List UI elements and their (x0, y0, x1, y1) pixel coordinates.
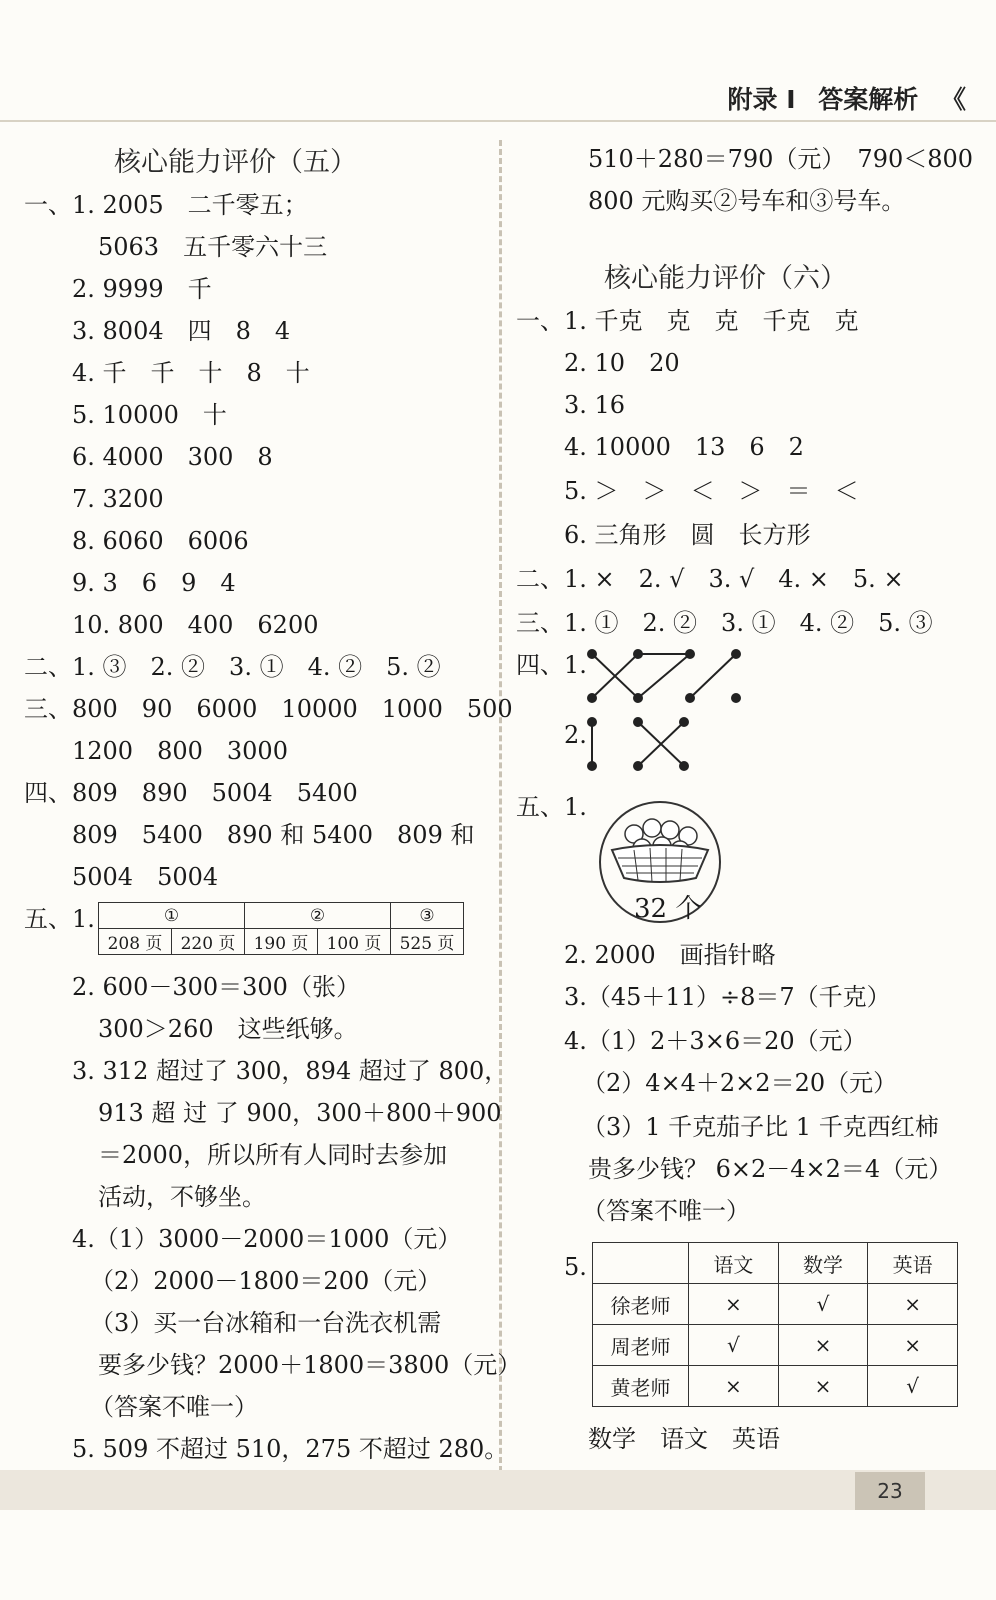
answer-line: 9. 3 6 9 4 (72, 569, 236, 597)
header-rule (0, 120, 996, 122)
table-header-cell: 语文 (689, 1243, 779, 1284)
header-appendix: 附录 I (727, 85, 796, 114)
section-title-5: 核心能力评价（五） (114, 147, 357, 178)
table-header-cell: 英语 (868, 1243, 958, 1284)
answer-line: 5063 五千零六十三 (98, 233, 328, 261)
answer-line: 四、809 890 5004 5400 (24, 779, 358, 807)
answer-line: （2）4×4＋2×2＝20（元） (582, 1069, 898, 1097)
table-cell: 190 页 (245, 929, 318, 955)
answer-line: 7. 3200 (72, 485, 164, 513)
table-row (593, 1284, 958, 1325)
table-cell: 525 页 (391, 929, 464, 955)
answer-line: 5004 5004 (72, 863, 219, 891)
table-row (593, 1366, 958, 1407)
answer-line: 一、1. 2005 二千零五； (24, 191, 308, 219)
footer-bar (0, 1470, 996, 1510)
answer-line: 3. 8004 四 8 4 (72, 317, 291, 345)
answer-line: 913 超 过 了 900，300＋800＋900 (98, 1099, 502, 1127)
answer-line: 6. 4000 300 8 (72, 443, 273, 471)
table-cell: × (689, 1366, 779, 1407)
answer-line: ＝2000，所以所有人同时去参加 (98, 1141, 448, 1169)
answer-line: 要多少钱？2000＋1800＝3800（元） (98, 1351, 522, 1379)
table-cell: × (689, 1284, 779, 1325)
answer-line: 二、1. ③ 2. ② 3. ① 4. ② 5. ② (24, 653, 441, 681)
table-cell: √ (868, 1366, 958, 1407)
page-header (714, 80, 966, 116)
answer-line: 一、1. 千克 克 克 千克 克 (516, 307, 859, 335)
answer-line: 2. 600－300＝300（张） (72, 973, 360, 1001)
pages-table (98, 902, 464, 955)
answer-line: 510＋280＝790（元） 790＜800 (588, 145, 974, 173)
answer-line: 3. 16 (564, 391, 626, 419)
table-cell: × (778, 1366, 868, 1407)
q5-5-label: 5. (564, 1253, 587, 1281)
q5-label: 五、1. (516, 793, 587, 821)
q5-label: 五、1. (24, 905, 95, 933)
table-cell: 220 页 (172, 929, 245, 955)
header-section: 答案解析 (818, 85, 919, 114)
answer-line: 二、1. × 2. √ 3. √ 4. × 5. × (516, 565, 904, 593)
answer-line: 800 元购买②号车和③号车。 (588, 187, 906, 215)
q4-label-2: 2. (564, 721, 587, 749)
answer-line: （3）1 千克茄子比 1 千克西红柿 (582, 1113, 939, 1141)
table-cell: × (868, 1284, 958, 1325)
answer-line: 809 5400 890 和 5400 809 和 (72, 821, 475, 849)
matching-lines-1 (586, 648, 746, 708)
answer-line: 3.（45＋11）÷8＝7（千克） (564, 983, 891, 1011)
table-cell: 徐老师 (593, 1284, 689, 1325)
table-cell: 100 页 (318, 929, 391, 955)
answer-line: 三、800 90 6000 10000 1000 500 (24, 695, 513, 723)
table-row (593, 1325, 958, 1366)
matching-lines-2 (586, 716, 706, 776)
table-cell: × (868, 1325, 958, 1366)
section-title-6: 核心能力评价（六） (604, 263, 847, 294)
table-cell: √ (689, 1325, 779, 1366)
answer-line: （答案不唯一） (90, 1393, 258, 1421)
table-cell: 黄老师 (593, 1366, 689, 1407)
teacher-table (592, 1242, 958, 1407)
q4-label: 四、1. (516, 651, 587, 679)
answer-line: 3. 312 超过了 300，894 超过了 800， (72, 1057, 509, 1085)
table-header-cell: 数学 (778, 1243, 868, 1284)
answer-line: 2. 10 20 (564, 349, 680, 377)
table-header-cell: ③ (391, 903, 464, 929)
answer-line: 5. ＞ ＞ ＜ ＞ ＝ ＜ (564, 477, 859, 505)
answer-line: 2. 2000 画指针略 (564, 941, 776, 969)
table-header-cell: ② (245, 903, 391, 929)
column-divider (499, 140, 502, 1490)
table-cell: √ (778, 1284, 868, 1325)
answer-line: （答案不唯一） (582, 1197, 750, 1225)
answer-line: 1200 800 3000 (72, 737, 288, 765)
basket-count: 32 个 (634, 894, 702, 924)
answer-line: 4. 10000 13 6 2 (564, 433, 804, 461)
answer-line: （2）2000－1800＝200（元） (90, 1267, 442, 1295)
answer-line: 4.（1）3000－2000＝1000（元） (72, 1225, 462, 1253)
page-number: 23 (855, 1472, 925, 1510)
answer-line: 5. 509 不超过 510，275 不超过 280。 (72, 1435, 509, 1463)
table-header-cell (593, 1243, 689, 1284)
table-cell: 周老师 (593, 1325, 689, 1366)
answer-line: 活动，不够坐。 (98, 1183, 266, 1211)
header-mark: 《 (940, 85, 966, 114)
answer-line: 4.（1）2＋3×6＝20（元） (564, 1027, 867, 1055)
table-header-cell: ① (99, 903, 245, 929)
table-cell: × (778, 1325, 868, 1366)
answer-line: （3）买一台冰箱和一台洗衣机需 (90, 1309, 442, 1337)
answer-line: 5. 10000 十 (72, 401, 227, 429)
answer-line: 300＞260 这些纸够。 (98, 1015, 358, 1043)
table-cell: 208 页 (99, 929, 172, 955)
answer-line: 三、1. ① 2. ② 3. ① 4. ② 5. ③ (516, 609, 933, 637)
answer-line: 8. 6060 6006 (72, 527, 249, 555)
answer-line: 6. 三角形 圆 长方形 (564, 521, 811, 549)
answer-line: 数学 语文 英语 (588, 1425, 780, 1453)
answer-line: 2. 9999 千 (72, 275, 212, 303)
answer-line: 贵多少钱？ 6×2－4×2＝4（元） (588, 1155, 953, 1183)
answer-line: 4. 千 千 十 8 十 (72, 359, 310, 387)
answer-line: 10. 800 400 6200 (72, 611, 319, 639)
